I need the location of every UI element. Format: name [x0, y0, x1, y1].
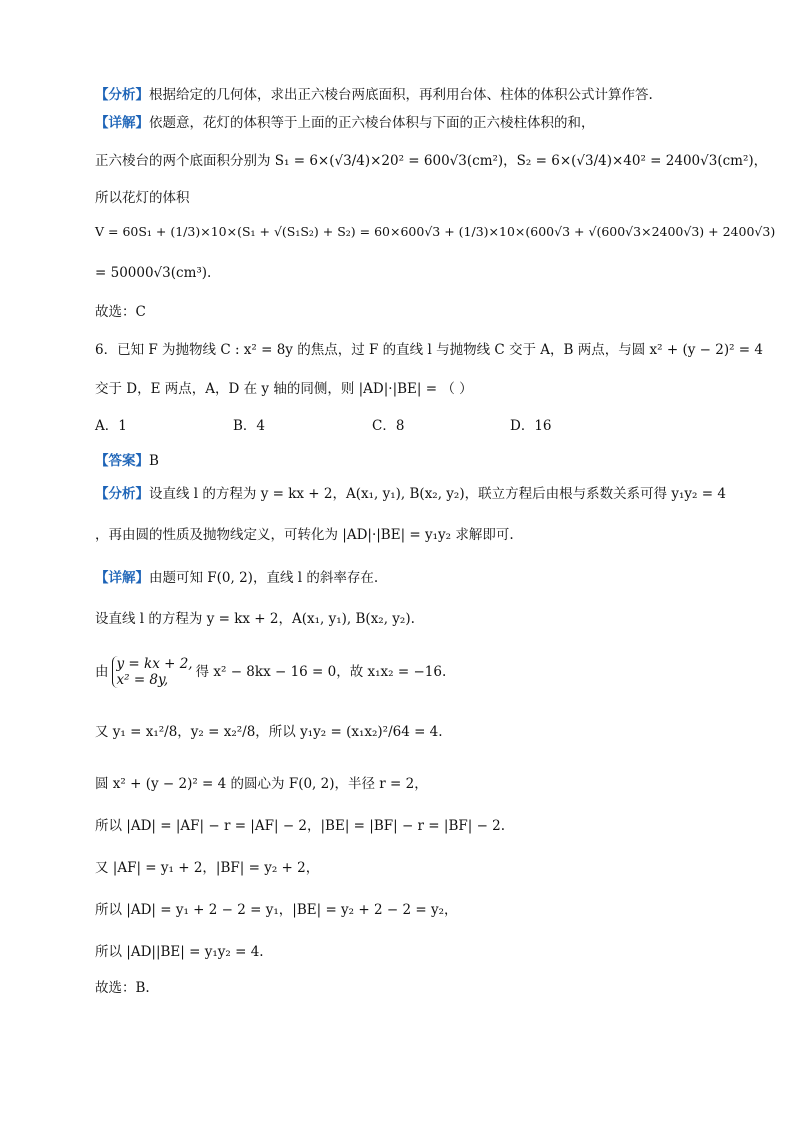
detail-line-2: 设直线 l 的方程为 y = kx + 2，A(x₁, y₁), B(x₂, y₂).	[95, 611, 415, 627]
analysis-text-1: 设直线 l 的方程为 y = kx + 2，A(x₁, y₁), B(x₂, y₂)，联立方程后由根与系数关系可得 y₁y₂ = 4	[149, 486, 726, 502]
equation-system	[112, 656, 193, 688]
q6-stem-line1: 6．已知 F 为抛物线 C : x² = 8y 的焦点，过 F 的直线 l 与抛物线 C 交于 A，B 两点，与圆 x² + (y − 2)² = 4	[95, 342, 763, 358]
volume-result: = 50000√3(cm³).	[95, 265, 212, 281]
detail-line-5: 圆 x² + (y − 2)² = 4 的圆心为 F(0, 2)，半径 r = 2，	[95, 776, 428, 792]
sec5-analysis-line	[95, 85, 734, 105]
detail-text-1: 由题可知 F(0, 2)，直线 l 的斜率存在.	[149, 570, 379, 586]
detail-tag: 【详解】	[95, 115, 149, 131]
system-prefix: 由	[95, 664, 109, 680]
sec5-detail-line	[95, 113, 734, 133]
final-answer: 故选：B.	[95, 980, 150, 996]
q6-analysis-line1	[95, 484, 734, 504]
sec5-answer: 故选：C	[95, 304, 146, 320]
volume-formula: V = 60S₁ + (1/3)×10×(S₁ + √(S₁S₂) + S₂) = 60×600√3 + (1/3)×10×(600√3 + √(600√3×2400√3) + 2400√3)	[95, 224, 776, 239]
answer-tag: 【答案】	[95, 453, 149, 469]
choice-d: D．16	[510, 418, 552, 434]
detail-line-8: 所以 |AD| = y₁ + 2 − 2 = y₁，|BE| = y₂ + 2 − 2 = y₂，	[95, 902, 458, 918]
detail-line-4: 又 y₁ = x₁²/8，y₂ = x₂²/8，所以 y₁y₂ = (x₁x₂)²/64 = 4.	[95, 724, 443, 740]
detail-text: 依题意，花灯的体积等于上面的正六棱台体积与下面的正六棱柱体积的和，	[149, 115, 595, 131]
analysis-text: 根据给定的几何体，求出正六棱台两底面积，再利用台体、柱体的体积公式计算作答.	[149, 87, 653, 103]
q6-answer-line	[95, 451, 734, 471]
q6-analysis-line2: ，再由圆的性质及抛物线定义，可转化为 |AD|·|BE| = y₁y₂ 求解即可.	[95, 527, 514, 543]
analysis-tag: 【分析】	[95, 486, 149, 502]
detail-line-6: 所以 |AD| = |AF| − r = |AF| − 2，|BE| = |BF| − r = |BF| − 2.	[95, 818, 506, 834]
answer-value: B	[149, 453, 159, 469]
system-suffix: 得 x² − 8kx − 16 = 0，故 x₁x₂ = −16.	[195, 664, 447, 680]
system-eq-2: x² = 8y,	[116, 672, 169, 688]
detail-line-3	[95, 652, 734, 692]
system-eq-1: y = kx + 2,	[116, 656, 193, 672]
q6-detail-line1	[95, 568, 734, 588]
detail-tag: 【详解】	[95, 570, 149, 586]
analysis-tag: 【分析】	[95, 87, 149, 103]
volume-intro: 所以花灯的体积	[95, 190, 190, 206]
detail-line-7: 又 |AF| = y₁ + 2，|BF| = y₂ + 2，	[95, 860, 320, 876]
q6-stem-line2: 交于 D，E 两点，A，D 在 y 轴的同侧，则 |AD|·|BE| = （ ）	[95, 381, 473, 397]
choice-c: C．8	[372, 418, 405, 434]
detail-line-9: 所以 |AD||BE| = y₁y₂ = 4.	[95, 944, 264, 960]
choice-a: A．1	[95, 418, 127, 434]
base-area-line: 正六棱台的两个底面积分别为 S₁ = 6×(√3/4)×20² = 600√3(cm²)，S₂ = 6×(√3/4)×40² = 2400√3(cm²)，	[95, 153, 768, 169]
choice-b: B．4	[233, 418, 266, 434]
